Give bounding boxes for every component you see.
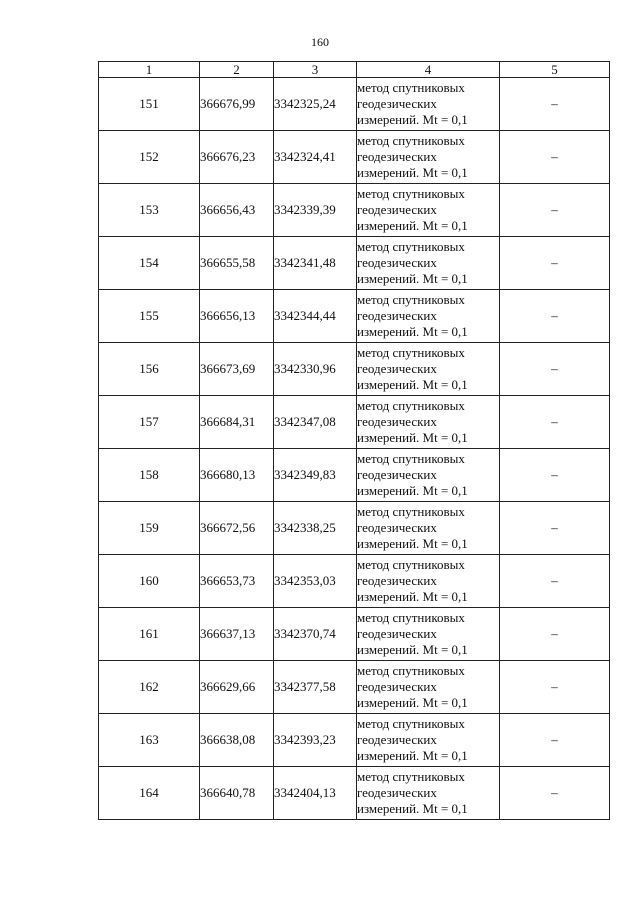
x-coordinate-cell: 366629,66 [200, 661, 274, 714]
col5-cell: – [500, 767, 610, 820]
method-cell [357, 396, 500, 449]
method-line-1: метод спутниковых [357, 504, 465, 519]
x-coordinate-cell: 366680,13 [200, 449, 274, 502]
method-line-2: геодезических [357, 255, 437, 270]
method-line-3: измерений. Mt = 0,1 [357, 430, 468, 445]
header-row [99, 62, 610, 78]
method-line-2: геодезических [357, 679, 437, 694]
method-line-2: геодезических [357, 361, 437, 376]
method-line-3: измерений. Mt = 0,1 [357, 589, 468, 604]
table-row [99, 343, 610, 396]
table-row [99, 396, 610, 449]
method-line-1: метод спутниковых [357, 557, 465, 572]
method-line-3: измерений. Mt = 0,1 [357, 271, 468, 286]
point-number-cell: 153 [99, 184, 200, 237]
method-line-3: измерений. Mt = 0,1 [357, 377, 468, 392]
point-number-cell: 156 [99, 343, 200, 396]
method-line-3: измерений. Mt = 0,1 [357, 748, 468, 763]
method-line-1: метод спутниковых [357, 398, 465, 413]
y-coordinate-cell: 3342349,83 [274, 449, 357, 502]
method-cell [357, 131, 500, 184]
method-cell [357, 237, 500, 290]
header-col-2: 2 [200, 62, 274, 78]
header-col-5: 5 [500, 62, 610, 78]
method-line-2: геодезических [357, 785, 437, 800]
method-cell [357, 449, 500, 502]
col5-cell: – [500, 714, 610, 767]
point-number-cell: 161 [99, 608, 200, 661]
col5-cell: – [500, 449, 610, 502]
method-line-1: метод спутниковых [357, 239, 465, 254]
point-number-cell: 160 [99, 555, 200, 608]
table-row [99, 78, 610, 131]
table-row [99, 237, 610, 290]
method-line-1: метод спутниковых [357, 186, 465, 201]
x-coordinate-cell: 366672,56 [200, 502, 274, 555]
method-cell [357, 343, 500, 396]
method-line-1: метод спутниковых [357, 610, 465, 625]
method-line-2: геодезических [357, 202, 437, 217]
x-coordinate-cell: 366653,73 [200, 555, 274, 608]
header-col-1: 1 [99, 62, 200, 78]
col5-cell: – [500, 608, 610, 661]
point-number-cell: 162 [99, 661, 200, 714]
method-line-3: измерений. Mt = 0,1 [357, 801, 468, 816]
method-cell [357, 555, 500, 608]
method-line-1: метод спутниковых [357, 133, 465, 148]
col5-cell: – [500, 184, 610, 237]
col5-cell: – [500, 396, 610, 449]
point-number-cell: 157 [99, 396, 200, 449]
method-line-2: геодезических [357, 626, 437, 641]
table-row [99, 290, 610, 343]
x-coordinate-cell: 366684,31 [200, 396, 274, 449]
y-coordinate-cell: 3342324,41 [274, 131, 357, 184]
method-line-3: измерений. Mt = 0,1 [357, 642, 468, 657]
x-coordinate-cell: 366637,13 [200, 608, 274, 661]
point-number-cell: 154 [99, 237, 200, 290]
method-cell [357, 661, 500, 714]
col5-cell: – [500, 555, 610, 608]
method-line-2: геодезических [357, 308, 437, 323]
y-coordinate-cell: 3342370,74 [274, 608, 357, 661]
method-line-1: метод спутниковых [357, 716, 465, 731]
table-row [99, 714, 610, 767]
x-coordinate-cell: 366673,69 [200, 343, 274, 396]
method-cell [357, 184, 500, 237]
y-coordinate-cell: 3342377,58 [274, 661, 357, 714]
method-line-1: метод спутниковых [357, 769, 465, 784]
table-row [99, 449, 610, 502]
method-line-2: геодезических [357, 732, 437, 747]
method-line-2: геодезических [357, 149, 437, 164]
method-line-3: измерений. Mt = 0,1 [357, 483, 468, 498]
method-line-1: метод спутниковых [357, 80, 465, 95]
x-coordinate-cell: 366676,99 [200, 78, 274, 131]
method-line-2: геодезических [357, 520, 437, 535]
point-number-cell: 163 [99, 714, 200, 767]
point-number-cell: 152 [99, 131, 200, 184]
method-line-2: геодезических [357, 467, 437, 482]
method-line-3: измерений. Mt = 0,1 [357, 536, 468, 551]
method-line-1: метод спутниковых [357, 292, 465, 307]
method-cell [357, 608, 500, 661]
x-coordinate-cell: 366638,08 [200, 714, 274, 767]
y-coordinate-cell: 3342353,03 [274, 555, 357, 608]
table-header [99, 62, 610, 78]
col5-cell: – [500, 502, 610, 555]
table-row [99, 608, 610, 661]
table-body [99, 78, 610, 820]
header-col-3: 3 [274, 62, 357, 78]
y-coordinate-cell: 3342344,44 [274, 290, 357, 343]
col5-cell: – [500, 343, 610, 396]
y-coordinate-cell: 3342393,23 [274, 714, 357, 767]
point-number-cell: 159 [99, 502, 200, 555]
col5-cell: – [500, 661, 610, 714]
y-coordinate-cell: 3342404,13 [274, 767, 357, 820]
y-coordinate-cell: 3342347,08 [274, 396, 357, 449]
page-number: 160 [311, 35, 329, 49]
point-number-cell: 151 [99, 78, 200, 131]
table-row [99, 131, 610, 184]
y-coordinate-cell: 3342338,25 [274, 502, 357, 555]
method-cell [357, 714, 500, 767]
method-line-1: метод спутниковых [357, 345, 465, 360]
method-line-2: геодезических [357, 96, 437, 111]
method-cell [357, 502, 500, 555]
x-coordinate-cell: 366656,43 [200, 184, 274, 237]
table-row [99, 661, 610, 714]
method-line-2: геодезических [357, 414, 437, 429]
table-row [99, 502, 610, 555]
x-coordinate-cell: 366640,78 [200, 767, 274, 820]
method-line-3: измерений. Mt = 0,1 [357, 695, 468, 710]
col5-cell: – [500, 78, 610, 131]
point-number-cell: 155 [99, 290, 200, 343]
y-coordinate-cell: 3342341,48 [274, 237, 357, 290]
point-number-cell: 164 [99, 767, 200, 820]
x-coordinate-cell: 366656,13 [200, 290, 274, 343]
y-coordinate-cell: 3342325,24 [274, 78, 357, 131]
method-line-3: измерений. Mt = 0,1 [357, 165, 468, 180]
point-number-cell: 158 [99, 449, 200, 502]
table-row [99, 767, 610, 820]
method-line-3: измерений. Mt = 0,1 [357, 112, 468, 127]
col5-cell: – [500, 131, 610, 184]
method-cell [357, 290, 500, 343]
col5-cell: – [500, 290, 610, 343]
method-line-3: измерений. Mt = 0,1 [357, 324, 468, 339]
method-line-1: метод спутниковых [357, 451, 465, 466]
method-line-1: метод спутниковых [357, 663, 465, 678]
y-coordinate-cell: 3342339,39 [274, 184, 357, 237]
col5-cell: – [500, 237, 610, 290]
method-cell [357, 78, 500, 131]
header-col-4: 4 [357, 62, 500, 78]
x-coordinate-cell: 366676,23 [200, 131, 274, 184]
x-coordinate-cell: 366655,58 [200, 237, 274, 290]
table-row [99, 184, 610, 237]
method-line-2: геодезических [357, 573, 437, 588]
method-cell [357, 767, 500, 820]
y-coordinate-cell: 3342330,96 [274, 343, 357, 396]
coordinates-table [98, 61, 610, 820]
table-row [99, 555, 610, 608]
method-line-3: измерений. Mt = 0,1 [357, 218, 468, 233]
